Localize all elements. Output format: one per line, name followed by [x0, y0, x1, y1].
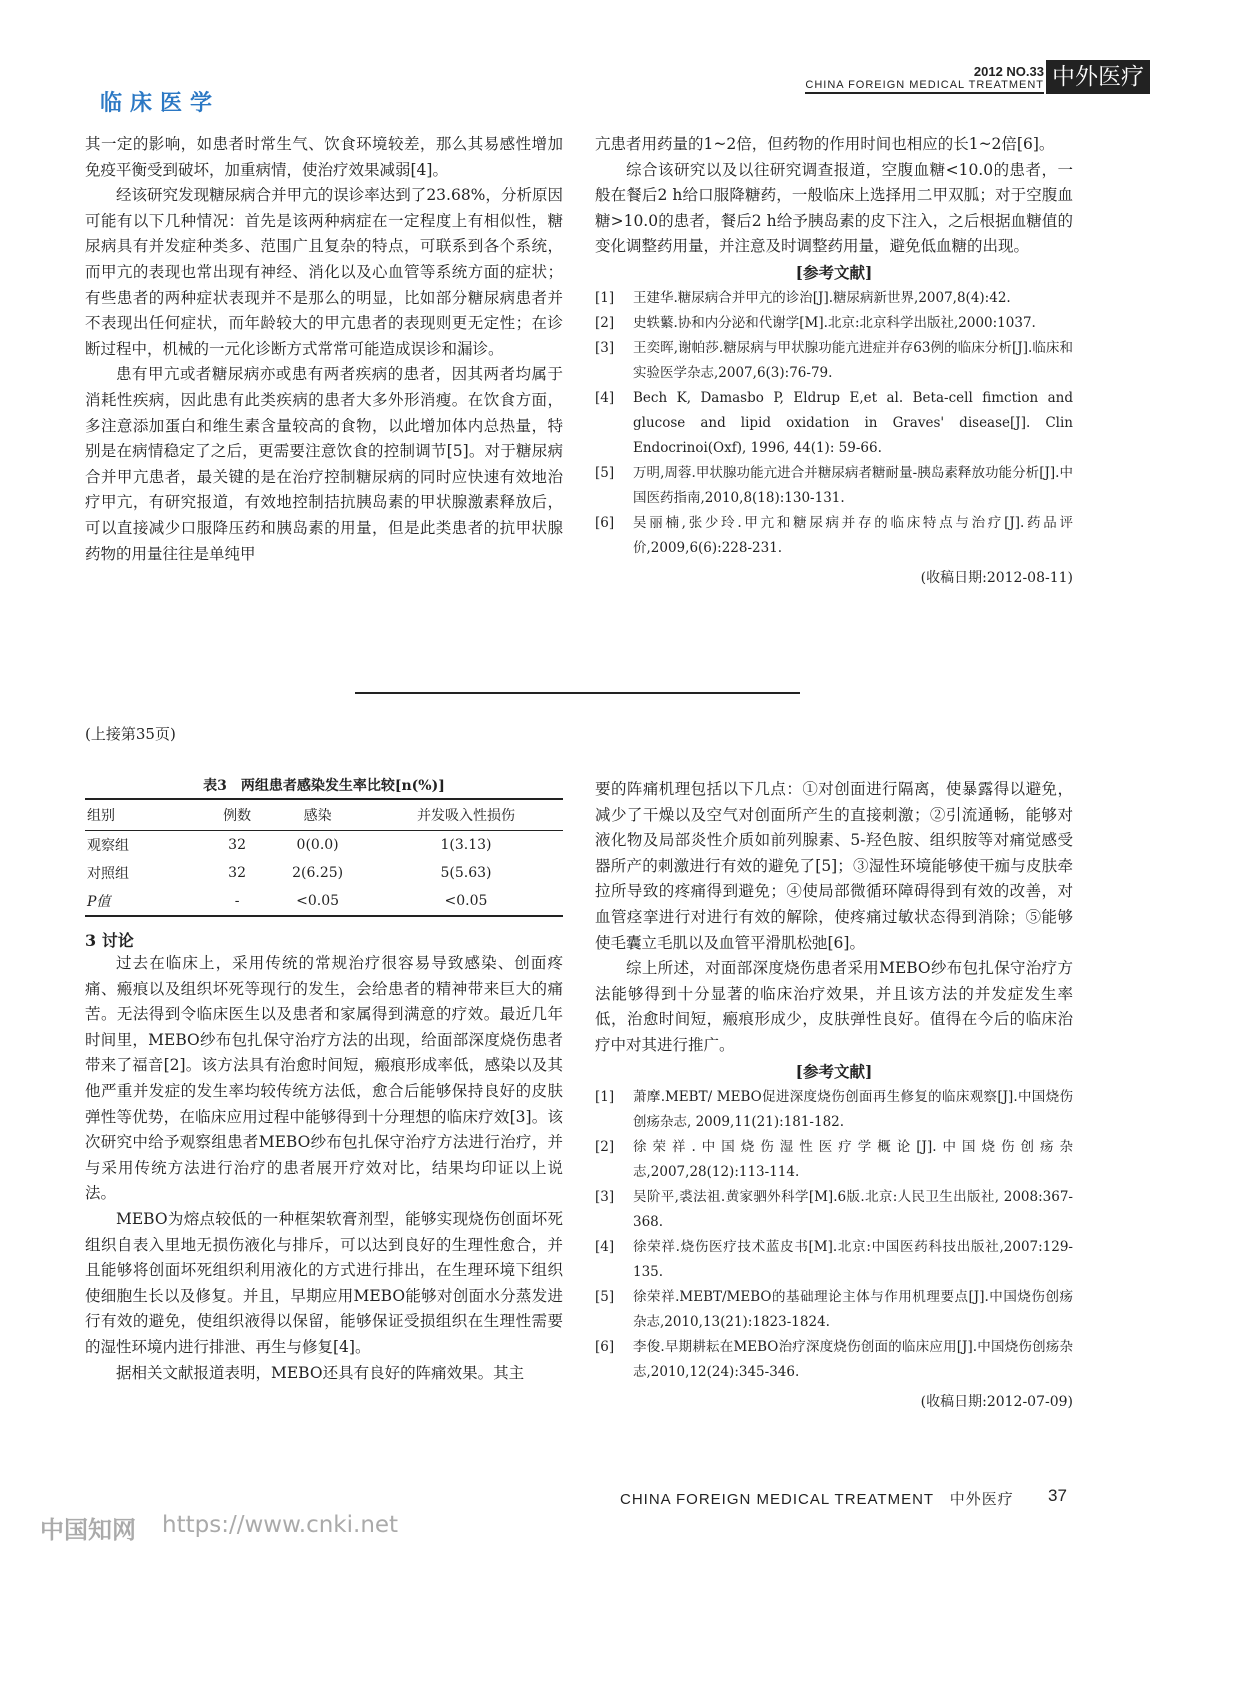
table-cell: <0.05	[369, 887, 563, 916]
reference-item: [5] 万明,周蓉.甲状腺功能亢进合并糖尿病者糖耐量-胰岛素释放功能分析[J].中国医药指南,2010,8(18):130-131.	[595, 464, 1073, 506]
section-title: 3 讨论	[85, 931, 134, 950]
column-header: 并发吸入性损伤	[369, 799, 563, 831]
reference-item: [5] 徐荣祥.MEBT/MEBO的基础理论主体与作用机理要点[J].中国烧伤创疡杂志,2010,13(21):1823-1824.	[595, 1288, 1073, 1330]
cnki-watermark-logo: 中国知网	[40, 1516, 136, 1544]
received-date: (收稿日期:2012-07-09)	[920, 1393, 1073, 1410]
table-cell: P值	[85, 887, 208, 916]
journal-masthead	[805, 60, 1150, 94]
reference-item: [2] 徐荣祥.中国烧伤湿性医疗学概论[J].中国烧伤创疡杂志,2007,28(12):113-114.	[595, 1138, 1073, 1180]
reference-list	[595, 286, 1073, 561]
article-divider	[355, 692, 800, 694]
references-heading: [参考文献]	[795, 1061, 873, 1081]
results-table	[85, 798, 563, 917]
table-header-row	[85, 799, 563, 831]
page-number: 37	[1048, 1486, 1067, 1505]
table-row	[85, 887, 563, 916]
bottom-left-column	[85, 951, 563, 1386]
table-cell: 32	[228, 837, 246, 853]
paragraph: 综合该研究以及以往研究调查报道，空腹血糖<10.0的患者，一般在餐后2 h给口服降糖药，一般临床上选择用二甲双胍；对于空腹血糖>10.0的患者，餐后2 h给予胰岛素的皮下注入，之后根据血糖值的变化调整药用量，并注意及时调整药用量，避免低血糖的出现。	[595, 160, 1073, 256]
journal-chinese-name: 中外医疗	[1046, 60, 1150, 94]
table-cell: -	[208, 887, 266, 916]
paragraph: 其一定的影响，如患者时常生气、饮食环境较差，那么其易感性增加免疫平衡受到破坏，加重病情，使治疗效果减弱[4]。	[85, 135, 563, 179]
table-caption: 表3 两组患者感染发生率比较[n(%)]	[203, 778, 445, 794]
reference-item: [4] 徐荣祥.烧伤医疗技术蓝皮书[M].北京:中国医药科技出版社,2007:129-135.	[595, 1238, 1073, 1280]
reference-item: [1] 萧摩.MEBT/ MEBO促进深度烧伤创面再生修复的临床观察[J].中国烧伤创疡杂志, 2009,11(21):181-182.	[595, 1088, 1073, 1130]
reference-item: [1] 王建华.糖尿病合并甲亢的诊治[J].糖尿病新世界,2007,8(4):42.	[595, 289, 1011, 306]
reference-item: [6] 李俊.早期耕耘在MEBO治疗深度烧伤创面的临床应用[J].中国烧伤创疡杂志,2010,12(24):345-346.	[595, 1338, 1073, 1380]
journal-english-name: CHINA FOREIGN MEDICAL TREATMENT	[805, 79, 1044, 94]
table-cell: 1(3.13)	[440, 837, 492, 853]
footer-journal: CHINA FOREIGN MEDICAL TREATMENT 中外医疗	[620, 1491, 1014, 1508]
table-row	[85, 859, 563, 887]
paragraph: 综上所述，对面部深度烧伤患者采用MEBO纱布包扎保守治疗方法能够得到十分显著的临床治疗效果，并且该方法的并发症发生率低，治愈时间短，瘢痕形成少，皮肤弹性良好。值得在今后的临床治疗中对其进行推广。	[595, 959, 1073, 1054]
cnki-watermark-url[interactable]: https://www.cnki.net	[162, 1512, 399, 1538]
paragraph: 患有甲亢或者糖尿病亦或患有两者疾病的患者，因其两者均属于消耗性疾病，因此患有此类疾病的患者大多外形消瘦。在饮食方面，多注意添加蛋白和维生素含量较高的食物，以此增加体内总热量，特别是在病情稳定了之后，更需要注意饮食的控制调节[5]。对于糖尿病合并甲亢患者，最关键的是在治疗控制糖尿病的同时应快速有效地治疗甲亢，有研究报道，有效地控制拮抗胰岛素的甲状腺激素释放后，可以直接减少口服降压药和胰岛素的用量，但是此类患者的抗甲状腺药物的用量往往是单纯甲	[85, 365, 563, 563]
reference-item: [6] 吴丽楠,张少玲.甲亢和糖尿病并存的临床特点与治疗[J].药品评价,2009,6(6):228-231.	[595, 514, 1073, 556]
top-left-column	[85, 132, 563, 567]
reference-list	[595, 1085, 1073, 1385]
table-cell: 观察组	[87, 838, 129, 854]
table-row	[85, 831, 563, 860]
issue-number: 2012 NO.33	[973, 64, 1044, 79]
table-cell: 对照组	[87, 866, 129, 882]
paragraph: MEBO为熔点较低的一种框架软膏剂型，能够实现烧伤创面坏死组织自表入里地无损伤液化与排斥，可以达到良好的生理性愈合，并且能够将创面坏死组织利用液化的方式进行排出，在生理环境下组织使细胞生长以及修复。并且，早期应用MEBO能够对创面水分蒸发进行有效的避免，使组织液得以保留，能够保证受损组织在生理性需要的湿性环境内进行排泄、再生与修复[4]。	[85, 1209, 563, 1356]
top-right-column	[595, 132, 1073, 591]
reference-item: [2] 史轶蘩.协和内分泌和代谢学[M].北京:北京科学出版社,2000:1037.	[595, 314, 1036, 331]
received-date: (收稿日期:2012-08-11)	[920, 569, 1073, 586]
table-cell: 32	[228, 865, 246, 881]
column-header: 组别	[85, 799, 208, 831]
continuation-note: (上接第35页)	[85, 725, 176, 743]
references-heading: [参考文献]	[795, 262, 873, 282]
table-cell: 5(5.63)	[440, 865, 492, 881]
column-header: 例数	[208, 799, 266, 831]
paragraph: 经该研究发现糖尿病合并甲亢的误诊率达到了23.68%，分析原因可能有以下几种情况：首先是该两种病症在一定程度上有相似性，糖尿病具有并发症种类多、范围广且复杂的特点，可联系到各个系统，而甲亢的表现也常出现有神经、消化以及心血管等系统方面的症状；有些患者的两种症状表现并不是那么的明显，比如部分糖尿病患者并不表现出任何症状，而年龄较大的甲亢患者的表现则更无定性；在诊断过程中，机械的一元化诊断方式常常可能造成误诊和漏诊。	[85, 186, 563, 358]
paragraph: 亢患者用药量的1~2倍，但药物的作用时间也相应的长1~2倍[6]。	[595, 135, 1055, 153]
column-header: 感染	[266, 799, 369, 831]
reference-item: [3] 吴阶平,裘法祖.黄家驷外科学[M].6版.北京:人民卫生出版社, 2008:367-368.	[595, 1188, 1073, 1230]
table-cell: 0(0.0)	[296, 837, 339, 853]
bottom-right-column	[595, 777, 1073, 1415]
section-label: 临床医学	[100, 91, 221, 116]
paragraph: 过去在临床上，采用传统的常规治疗很容易导致感染、创面疼痛、瘢痕以及组织坏死等现行的发生，会给患者的精神带来巨大的痛苦。无法得到令临床医生以及患者和家属得到满意的疗效。最近几年时间里，MEBO纱布包扎保守治疗方法的出现，给面部深度烧伤患者带来了福音[2]。该方法具有治愈时间短，瘢痕形成率低，感染以及其他严重并发症的发生率均较传统方法低，愈合后能够保持良好的皮肤弹性等优势，在临床应用过程中能够得到十分理想的临床疗效[3]。该次研究中给予观察组患者MEBO纱布包扎保守治疗方法进行治疗，并与采用传统方法进行治疗的患者展开疗效对比，结果均印证以上说法。	[85, 954, 563, 1203]
paragraph: 要的阵痛机理包括以下几点：①对创面进行隔离，使暴露得以避免，减少了干燥以及空气对创面所产生的直接刺激；②引流通畅，能够对液化物及局部炎性介质如前列腺素、5-羟色胺、组织胺等对痛觉感受器所产的刺激进行有效的避免了[5]；③湿性环境能够使干痂与皮肤牵拉所导致的疼痛得到避免；④使局部微循环障碍得到有效的改善，对血管痉挛进行对进行有效的解除，使疼痛过敏状态得到消除；⑤能够使毛囊立毛肌以及血管平滑肌松弛[6]。	[595, 780, 1073, 952]
reference-item: [3] 王奕晖,谢帕莎.糖尿病与甲状腺功能亢进症并存63例的临床分析[J].临床和实验医学杂志,2007,6(3):76-79.	[595, 339, 1073, 381]
reference-item: [4] Bech K, Damasbo P, Eldrup E,et al. Beta-cell fimction and glucose and lipid oxidation in Graves' disease[J]. Clin Endocrinoi(Oxf), 1996, 44(1): 59-66.	[595, 389, 1073, 456]
paragraph: 据相关文献报道表明，MEBO还具有良好的阵痛效果。其主	[116, 1363, 525, 1382]
table-cell: <0.05	[266, 887, 369, 916]
table-cell: 2(6.25)	[292, 865, 344, 881]
